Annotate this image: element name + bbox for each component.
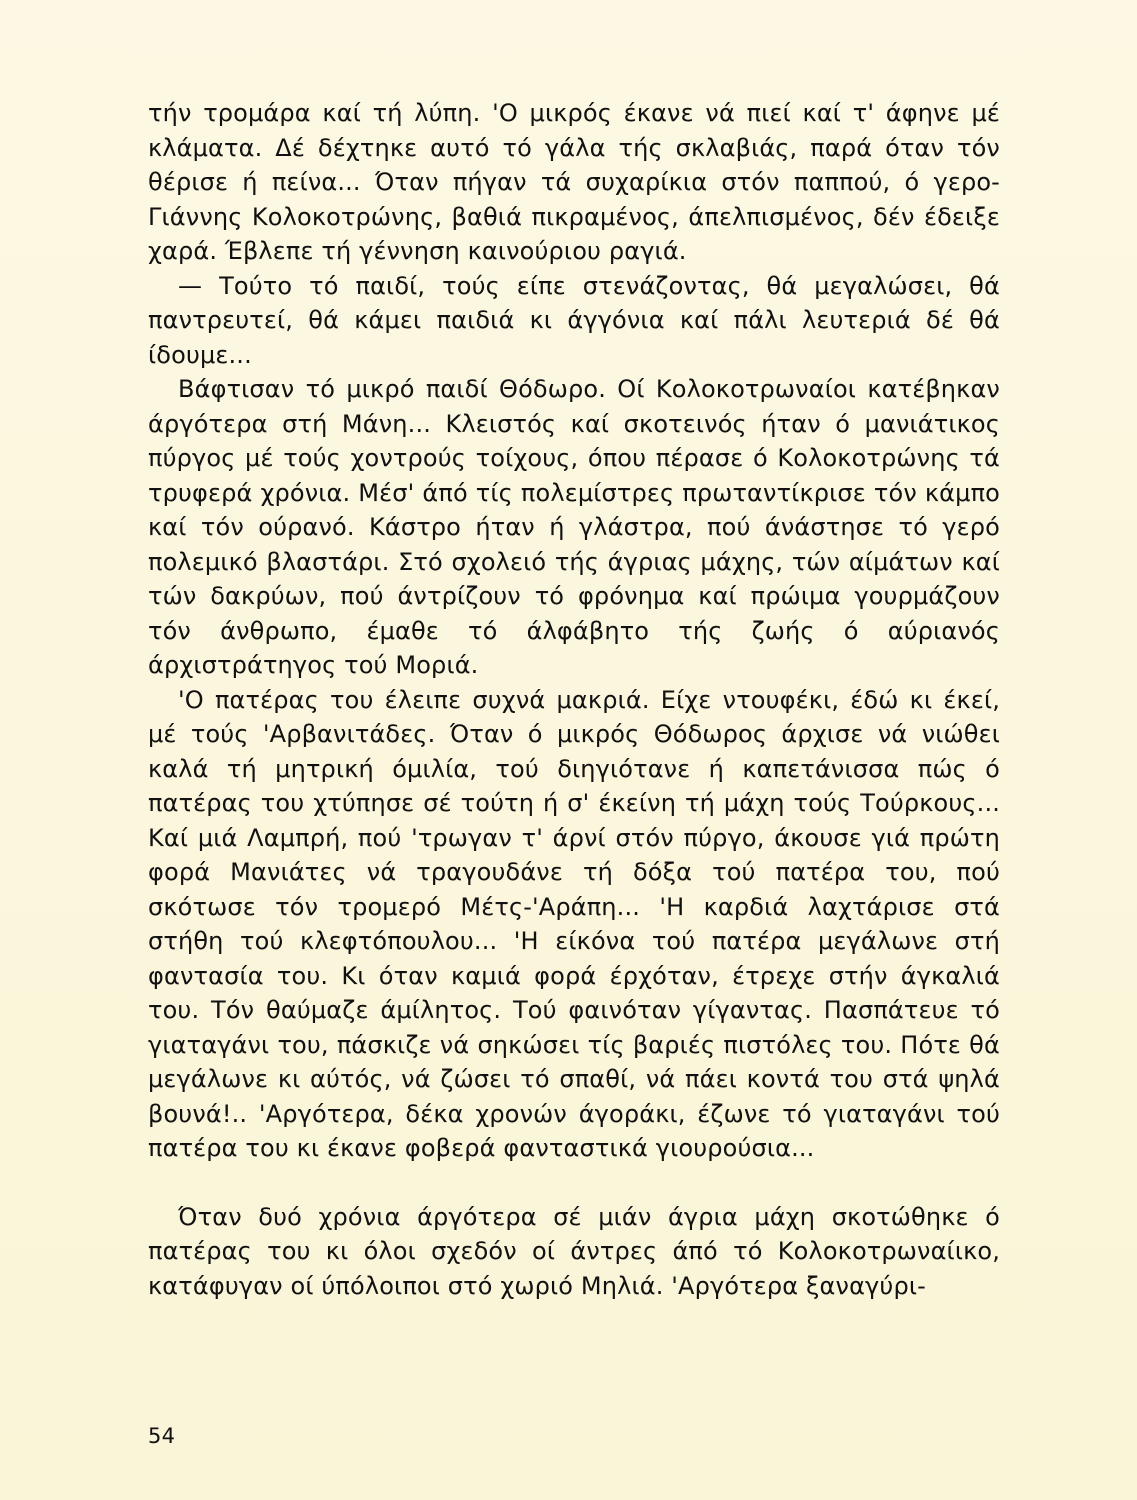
page-number: 54 bbox=[148, 1424, 176, 1448]
paragraph-baptism: Βάφτισαν τό μικρό παιδί Θόδωρο. Οί Κολοκοτρωναίοι κατέβηκαν άργότερα στή Μάνη... Κλειστός καί σκοτεινός ήταν ό μανιάτικος πύργος μέ τούς χοντρούς τοίχους, όπου πέρασε ό Κολοκοτρώνης τά τρυφερά χρόνια. Μέσ' άπό τίς πολεμίστρες πρωταντίκρισε τόν κάμπο καί τόν ούρανό. Κάστρο ήταν ή γλάστρα, πού άνάστησε τό γερό πολεμικό βλαστάρι. Στό σχολειό τής άγριας μάχης, τών αίμάτων καί τών δακρύων, πού άντρίζουν τό φρόνημα καί πρώιμα γουρμάζουν τόν άνθρωπο, έμαθε τό άλφάβητο τής ζωής ό αύριανός άρχιστράτηγος τού Μοριά. bbox=[148, 375, 1000, 679]
paragraph-continued: τήν τρομάρα καί τή λύπη. 'Ο μικρός έκανε νά πιεί καί τ' άφηνε μέ κλάματα. Δέ δέχτηκε αυτό τό γάλα τής σκλαβιάς, παρά όταν τόν θέρισε ή πείνα... Όταν πήγαν τά συχαρίκια στόν παππού, ό γερο-Γιάννης Κολοκοτρώνης, βαθιά πικραμένος, άπελπισμένος, δέν έδειξε χαρά. Έβλεπε τή γέννηση καινούριου ραγιά. bbox=[148, 99, 1000, 265]
book-text-block bbox=[148, 96, 1000, 1303]
paragraph-father: 'Ο πατέρας του έλειπε συχνά μακριά. Είχε ντουφέκι, έδώ κι έκεί, μέ τούς 'Αρβανιτάδες. Όταν ό μικρός Θόδωρος άρχισε νά νιώθει καλά τή μητρική όμιλία, τού διηγιότανε ή καπετάνισσα πώς ό πατέρας του χτύπησε σέ τούτη ή σ' έκείνη τή μάχη τούς Τούρκους... Καί μιά Λαμπρή, πού 'τρωγαν τ' άρνί στόν πύργο, άκουσε γιά πρώτη φορά Μανιάτες νά τραγουδάνε τή δόξα τού πατέρα του, πού σκότωσε τόν τρομερό Μέτς-'Αράπη... 'Η καρδιά λαχτάρισε στά στήθη τού κλεφτόπουλου... 'Η είκόνα τού πατέρα μεγάλωνε στή φαντασία του. Κι όταν καμιά φορά έρχόταν, έτρεχε στήν άγκαλιά του. Τόν θαύμαζε άμίλητος. Τού φαινόταν γίγαντας. Πασπάτευε τό γιαταγάνι του, πάσκιζε νά σηκώσει τίς βαριές πιστόλες του. Πότε θά μεγάλωνε κι αύτός, νά ζώσει τό σπαθί, νά πάει κοντά του στά ψηλά βουνά!.. 'Αργότερα, δέκα χρονών άγοράκι, έζωνε τό γιαταγάνι τού πατέρα του κι έκανε φοβερά φανταστικά γιουρούσια... bbox=[148, 685, 1000, 1162]
paragraph-two-years-later: Όταν δυό χρόνια άργότερα σέ μιάν άγρια μάχη σκοτώθηκε ό πατέρας του κι όλοι σχεδόν οί άντρες άπό τό Κολοκοτρωναίικο, κατάφυγαν οί ύπόλοιποι στό χωριό Μηλιά. 'Αργότερα ξαναγύρι- bbox=[148, 1202, 1000, 1300]
paragraph-dialogue: — Τούτο τό παιδί, τούς είπε στενάζοντας, θά μεγαλώσει, θά παντρευτεί, θά κάμει παιδιά κι άγγόνια καί πάλι λευτεριά δέ θά ίδουμε... bbox=[148, 271, 1000, 369]
